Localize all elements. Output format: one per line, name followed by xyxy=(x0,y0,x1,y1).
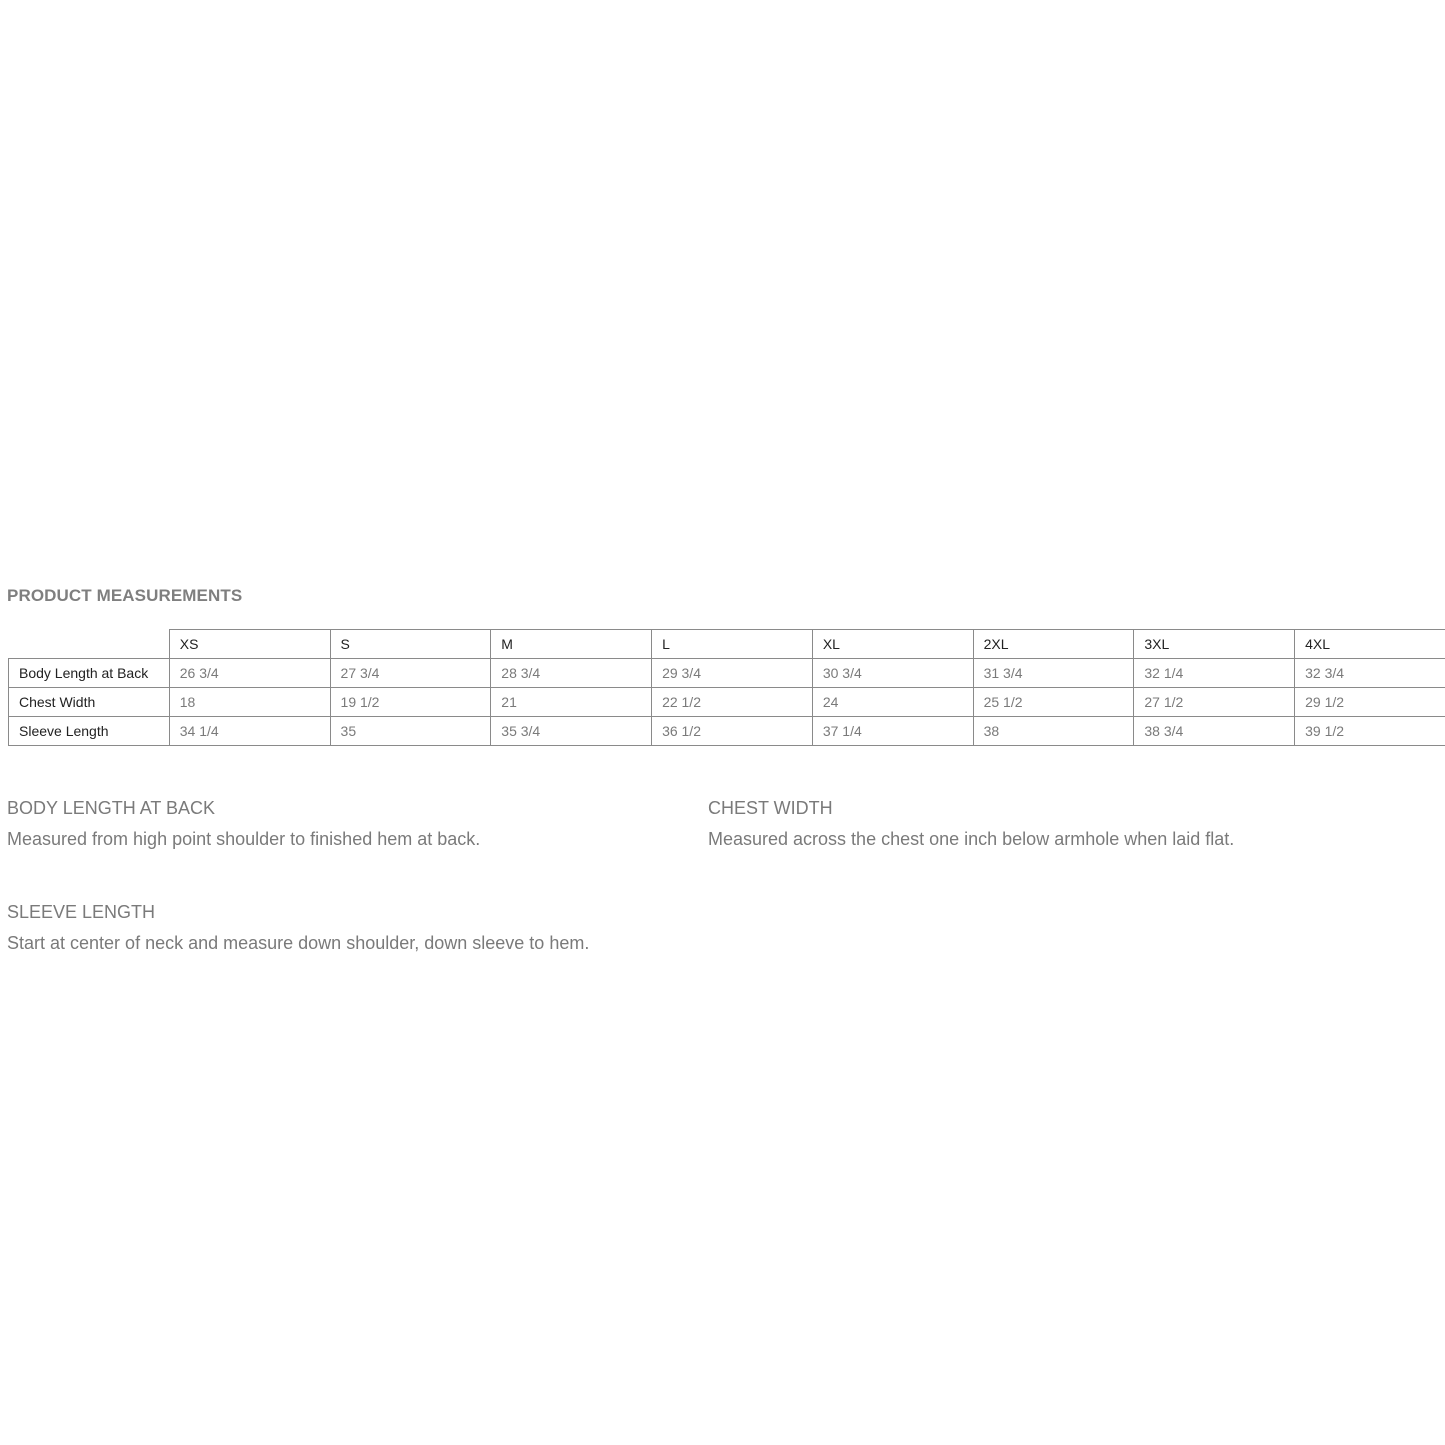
table-cell: 22 1/2 xyxy=(652,688,813,717)
table-cell: 37 1/4 xyxy=(812,717,973,746)
row-label: Body Length at Back xyxy=(9,659,170,688)
sleeve-length-heading: SLEEVE LENGTH xyxy=(7,902,156,922)
sleeve-length-text: Start at center of neck and measure down shoulder, down sleeve to hem. xyxy=(7,933,590,953)
sleeve-length-description xyxy=(7,902,589,954)
size-header: M xyxy=(491,630,652,659)
size-header: XL xyxy=(812,630,973,659)
size-header: XS xyxy=(169,630,330,659)
row-label: Chest Width xyxy=(9,688,170,717)
table-cell: 35 3/4 xyxy=(491,717,652,746)
table-cell: 19 1/2 xyxy=(330,688,491,717)
table-header-row xyxy=(9,630,1445,659)
table-row xyxy=(9,688,1445,717)
table-cell: 27 1/2 xyxy=(1134,688,1295,717)
table-cell: 31 3/4 xyxy=(973,659,1134,688)
table-cell: 35 xyxy=(330,717,491,746)
table-cell: 38 xyxy=(973,717,1134,746)
page-title: PRODUCT MEASUREMENTS xyxy=(7,586,243,605)
row-label: Sleeve Length xyxy=(9,717,170,746)
size-header: L xyxy=(652,630,813,659)
table-cell: 36 1/2 xyxy=(652,717,813,746)
size-header: 2XL xyxy=(973,630,1134,659)
table-cell: 18 xyxy=(169,688,330,717)
chest-width-description xyxy=(708,798,1234,850)
table-cell: 26 3/4 xyxy=(169,659,330,688)
table-cell: 21 xyxy=(491,688,652,717)
measurements-table xyxy=(8,629,1445,746)
header-corner-cell xyxy=(9,630,170,659)
table-cell: 38 3/4 xyxy=(1134,717,1295,746)
chest-width-heading: CHEST WIDTH xyxy=(708,798,833,818)
table-cell: 30 3/4 xyxy=(812,659,973,688)
table-cell: 25 1/2 xyxy=(973,688,1134,717)
chest-width-text: Measured across the chest one inch below armhole when laid flat. xyxy=(708,829,1235,849)
table-cell: 29 1/2 xyxy=(1295,688,1445,717)
size-header: S xyxy=(330,630,491,659)
table-row xyxy=(9,717,1445,746)
table-cell: 29 3/4 xyxy=(652,659,813,688)
table-cell: 28 3/4 xyxy=(491,659,652,688)
table-cell: 32 1/4 xyxy=(1134,659,1295,688)
table-row xyxy=(9,659,1445,688)
body-length-description xyxy=(7,798,480,850)
table-cell: 27 3/4 xyxy=(330,659,491,688)
table-cell: 32 3/4 xyxy=(1295,659,1445,688)
table-cell: 34 1/4 xyxy=(169,717,330,746)
size-header: 4XL xyxy=(1295,630,1445,659)
size-header: 3XL xyxy=(1134,630,1295,659)
table-cell: 39 1/2 xyxy=(1295,717,1445,746)
body-length-heading: BODY LENGTH AT BACK xyxy=(7,798,216,818)
body-length-text: Measured from high point shoulder to finished hem at back. xyxy=(7,829,481,849)
table-cell: 24 xyxy=(812,688,973,717)
